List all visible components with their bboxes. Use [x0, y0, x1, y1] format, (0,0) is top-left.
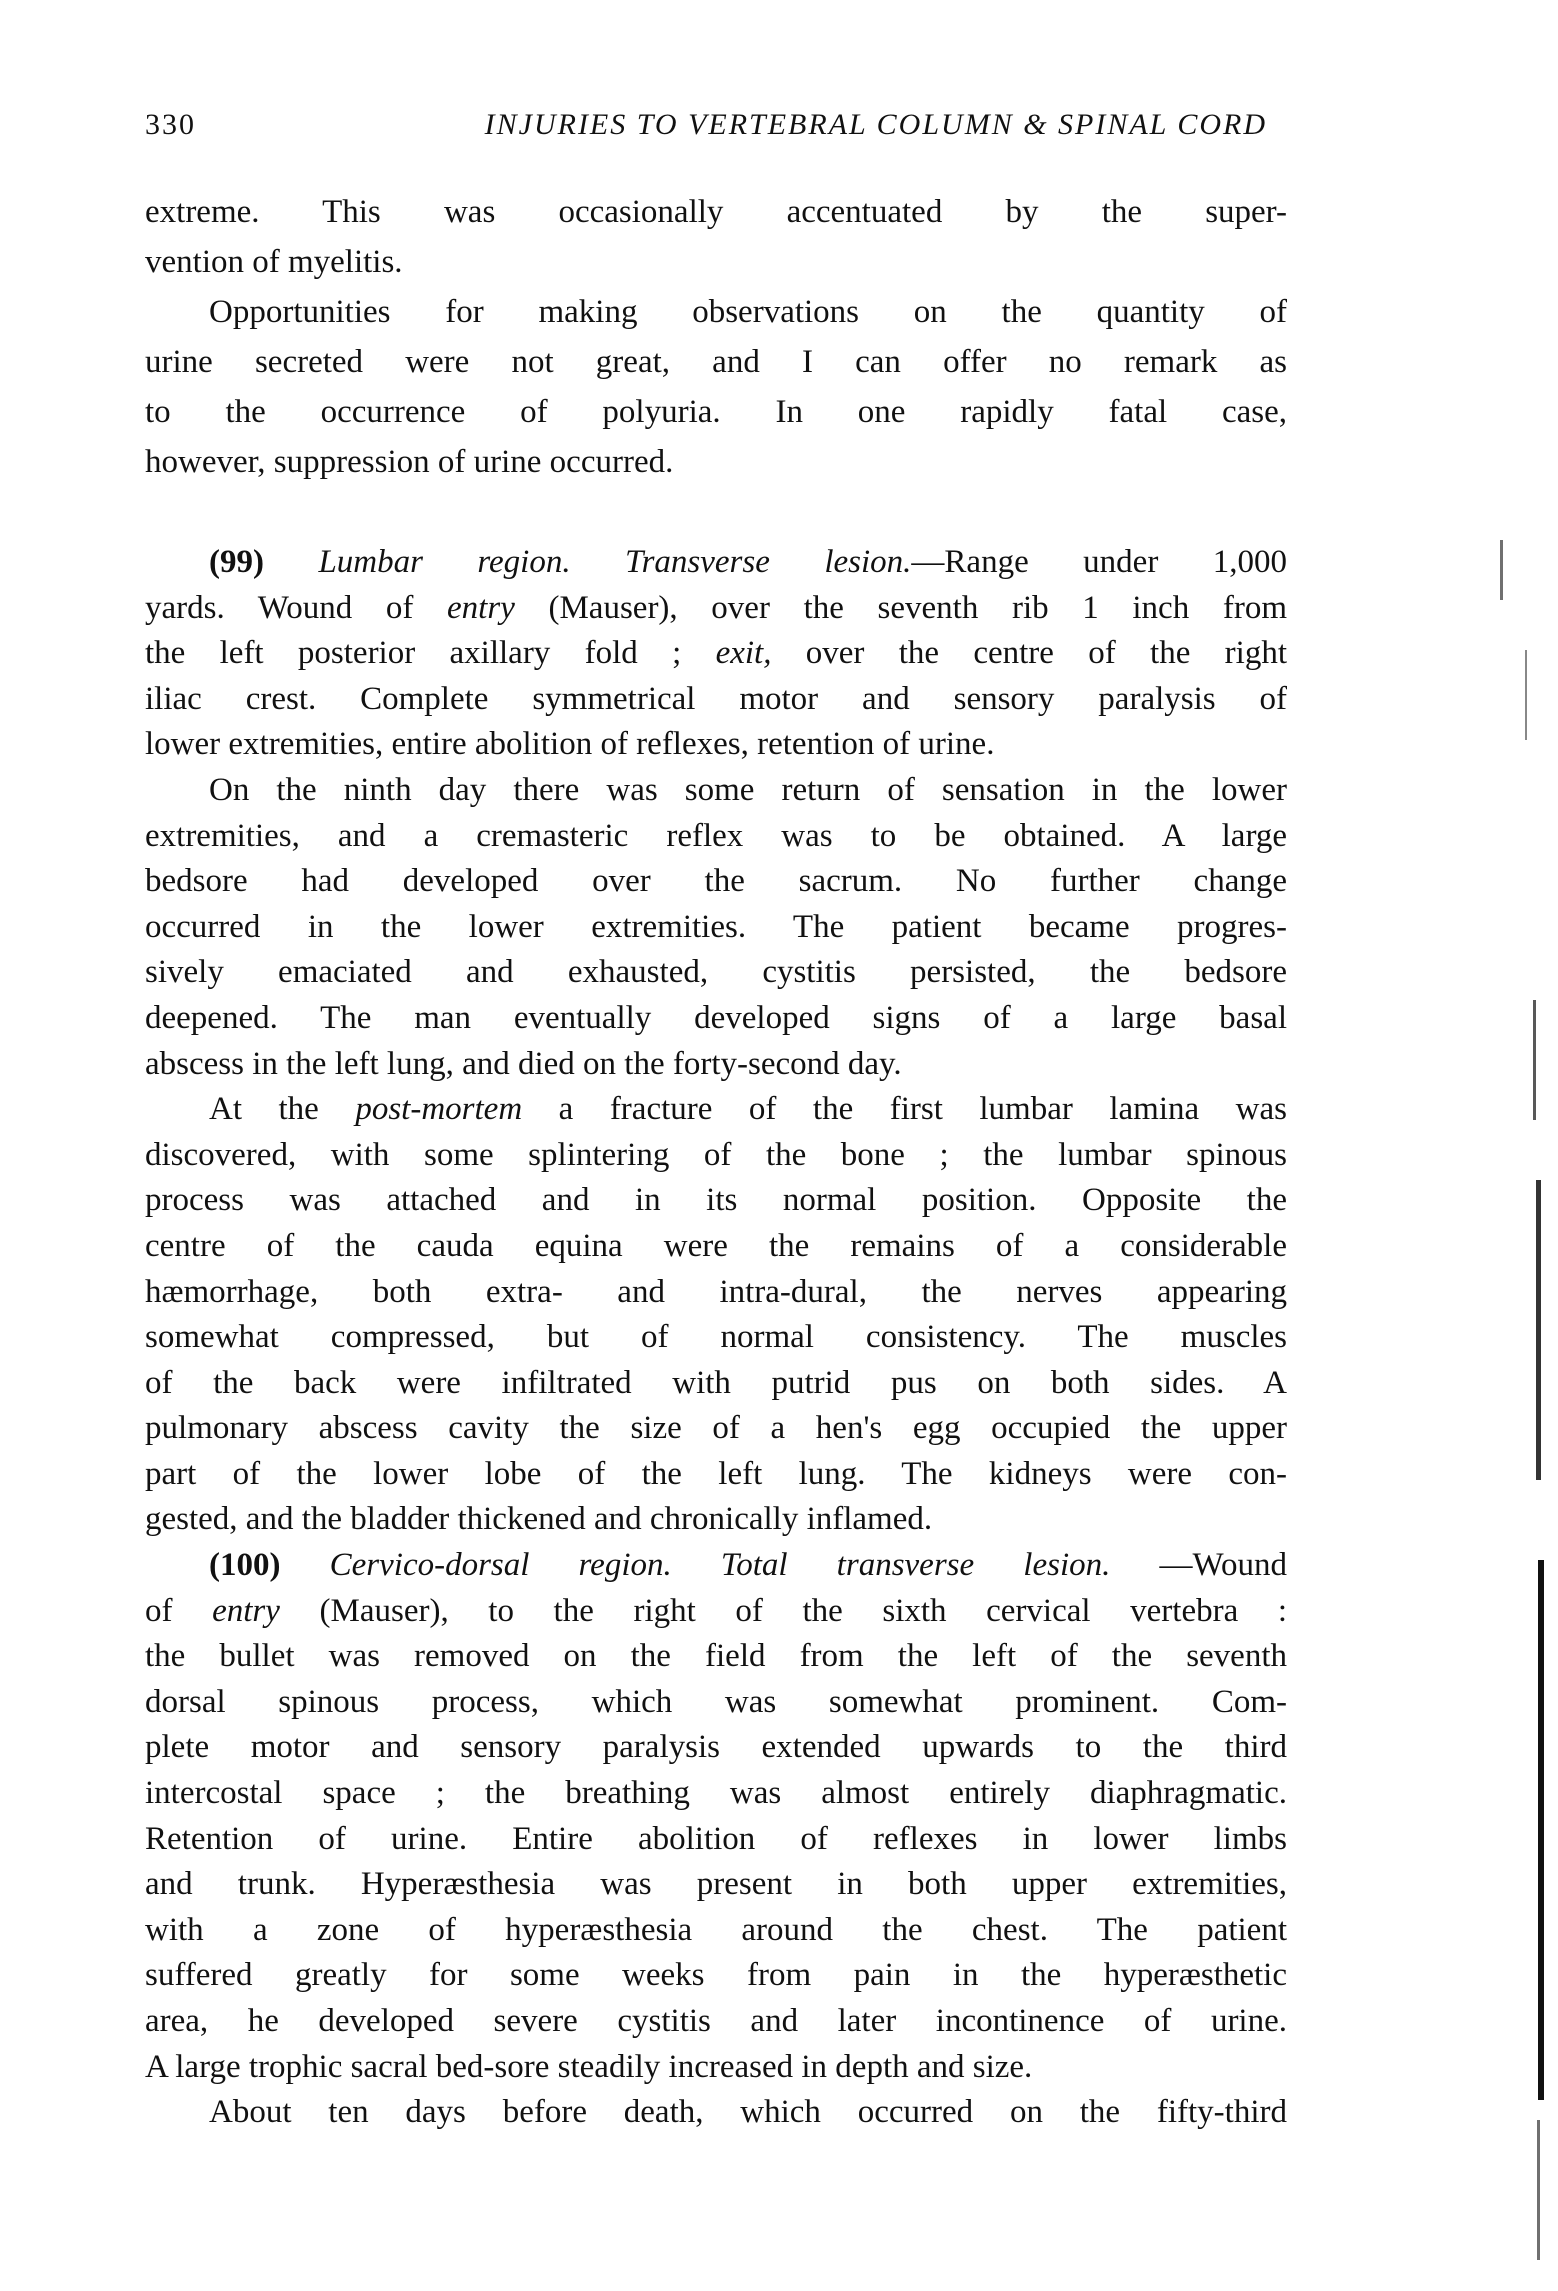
- italic-text: entry: [212, 1592, 280, 1629]
- text-line: vention of myelitis.: [145, 244, 403, 280]
- text-line: [145, 540, 1287, 586]
- text-line: and trunk. Hyperæsthesia was present in both upper extremities,: [145, 1866, 1287, 1903]
- text-line: area, he developed severe cystitis and later incontinence of urine.: [145, 2003, 1287, 2039]
- page-number: 330: [145, 108, 196, 141]
- italic-text: Total transverse lesion.: [720, 1547, 1111, 1584]
- text-run: yards. Wound of: [145, 589, 448, 626]
- text-run: —Range under 1,000: [911, 544, 1288, 580]
- paragraph: [145, 1087, 1287, 1543]
- text-line: urine secreted were not great, and I can offer no remark as: [145, 344, 1287, 380]
- paragraph: [145, 540, 1287, 768]
- text-line: plete motor and sensory paralysis extended upwards to the third: [145, 1729, 1287, 1766]
- text-run: (Mauser), to the right of the sixth cervical vertebra :: [279, 1592, 1287, 1629]
- text-line: process was attached and in its normal position. Opposite the: [145, 1182, 1287, 1219]
- text-line: dorsal spinous process, which was somewhat prominent. Com-: [145, 1683, 1287, 1720]
- text-line: On the ninth day there was some return of sensation in the lower: [209, 771, 1287, 808]
- body-text-top: [145, 187, 1287, 487]
- italic-text: Lumbar region.: [318, 544, 571, 580]
- text-line: extremities, and a cremasteric reflex was to be obtained. A large: [145, 817, 1287, 854]
- italic-text: exit,: [715, 635, 772, 672]
- text-line: About ten days before death, which occurred on the fifty-third: [209, 2094, 1287, 2131]
- text-line: occurred in the lower extremities. The patient became progres-: [145, 908, 1287, 945]
- text-line: part of the lower lobe of the left lung. The kidneys were con-: [145, 1455, 1287, 1492]
- text-line: somewhat compressed, but of normal consistency. The muscles: [145, 1319, 1287, 1356]
- italic-text: post-mortem: [355, 1091, 523, 1128]
- italic-text: Cervico-dorsal region.: [329, 1547, 672, 1584]
- body-text-cases: [145, 540, 1287, 2136]
- text-line: abscess in the left lung, and died on the forty-second day.: [145, 1045, 902, 1082]
- text-line: discovered, with some splintering of the bone ; the lumbar spinous: [145, 1136, 1287, 1173]
- text-run: At the: [209, 1091, 356, 1128]
- text-run: (Mauser), over the seventh rib 1 inch from: [514, 589, 1287, 626]
- text-line: deepened. The man eventually developed signs of a large basal: [145, 999, 1287, 1036]
- paragraph: [145, 768, 1287, 1087]
- text-run: [264, 544, 318, 580]
- text-line: [145, 1087, 1287, 1133]
- text-line: lower extremities, entire abolition of reflexes, retention of urine.: [145, 726, 995, 763]
- text-line: bedsore had developed over the sacrum. No further change: [145, 863, 1287, 900]
- text-line: however, suppression of urine occurred.: [145, 444, 674, 480]
- case-number: (99): [209, 544, 264, 580]
- text-line: pulmonary abscess cavity the size of a hen's egg occupied the upper: [145, 1410, 1287, 1447]
- text-line: [145, 586, 1287, 632]
- text-line: of the back were infiltrated with putrid pus on both sides. A: [145, 1364, 1287, 1401]
- text-line: [145, 631, 1287, 677]
- text-line: intercostal space ; the breathing was almost entirely diaphragmatic.: [145, 1775, 1287, 1812]
- text-line: with a zone of hyperæsthesia around the chest. The patient: [145, 1911, 1287, 1948]
- text-line: gested, and the bladder thickened and chronically inflamed.: [145, 1501, 933, 1538]
- text-run: [571, 544, 625, 580]
- italic-text: Transverse lesion.: [625, 544, 912, 580]
- italic-text: entry: [447, 589, 515, 626]
- text-run: the left posterior axillary fold ;: [145, 635, 716, 672]
- text-run: of: [145, 1592, 213, 1629]
- paragraph: [145, 287, 1287, 487]
- text-run: —Wound: [1110, 1547, 1288, 1584]
- text-line: Opportunities for making observations on the quantity of: [209, 294, 1287, 330]
- text-line: sively emaciated and exhausted, cystitis persisted, the bedsore: [145, 954, 1287, 991]
- running-title: INJURIES TO VERTEBRAL COLUMN & SPINAL CORD: [484, 108, 1267, 141]
- text-run: a fracture of the first lumbar lamina was: [522, 1091, 1287, 1128]
- text-line: extreme. This was occasionally accentuated by the super-: [145, 194, 1287, 230]
- text-line: hæmorrhage, both extra- and intra-dural, the nerves appearing: [145, 1273, 1287, 1310]
- text-run: over the centre of the right: [771, 635, 1287, 672]
- text-run: [280, 1547, 329, 1583]
- running-header: [145, 108, 1267, 142]
- text-line: [145, 1589, 1287, 1635]
- paragraph: [145, 2090, 1287, 2136]
- paragraph: [145, 1543, 1287, 2090]
- text-line: to the occurrence of polyuria. In one rapidly fatal case,: [145, 394, 1287, 430]
- paragraph: [145, 187, 1287, 287]
- text-line: suffered greatly for some weeks from pain in the hyperæsthetic: [145, 1957, 1287, 1994]
- text-line: [145, 1543, 1287, 1589]
- text-run: [672, 1547, 721, 1583]
- text-line: centre of the cauda equina were the remains of a considerable: [145, 1227, 1287, 1264]
- text-line: iliac crest. Complete symmetrical motor and sensory paralysis of: [145, 680, 1287, 717]
- text-line: A large trophic sacral bed-sore steadily increased in depth and size.: [145, 2048, 1033, 2085]
- case-number: (100): [209, 1547, 281, 1584]
- text-line: the bullet was removed on the field from the left of the seventh: [145, 1638, 1287, 1675]
- text-line: Retention of urine. Entire abolition of reflexes in lower limbs: [145, 1820, 1287, 1857]
